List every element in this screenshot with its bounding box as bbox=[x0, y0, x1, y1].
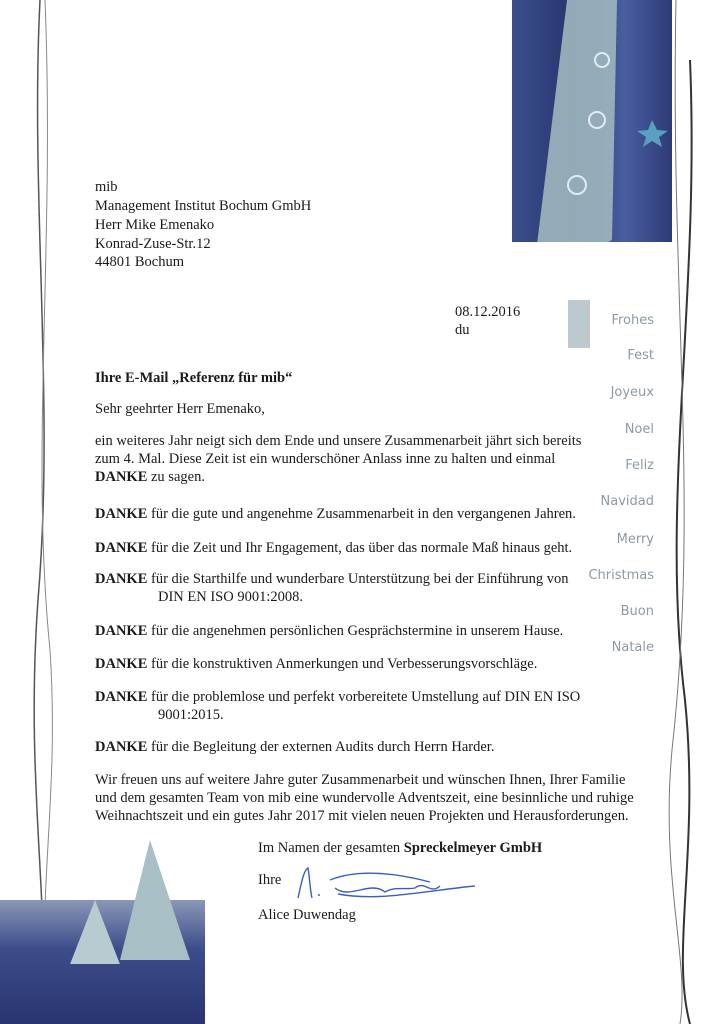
greeting-word: Navidad bbox=[600, 494, 654, 509]
letter-date: 08.12.2016 bbox=[455, 304, 521, 320]
signoff-line bbox=[258, 839, 542, 857]
thanks-text: für die Begleitung der externen Audits durch Herrn Harder. bbox=[147, 739, 495, 755]
thanks-text: für die Zeit und Ihr Engagement, das über das normale Maß hinaus geht. bbox=[147, 540, 573, 556]
ihre-label: Ihre bbox=[258, 872, 282, 888]
address-line: Herr Mike Emenako bbox=[95, 217, 215, 233]
christmas-trees-illustration bbox=[0, 840, 205, 964]
greeting-word: Feliz bbox=[625, 458, 654, 473]
subject-line: Ihre E-Mail „Referenz für mib“ bbox=[95, 370, 293, 386]
decorative-trees-bottom bbox=[0, 900, 205, 1024]
greeting-word: Buon bbox=[620, 604, 654, 619]
greeting-word: Noel bbox=[624, 422, 654, 437]
signoff-text: Im Namen der gesamten bbox=[258, 840, 404, 856]
danke-bold: DANKE bbox=[95, 656, 148, 672]
greeting-word: Christmas bbox=[588, 568, 654, 583]
address-line: mib bbox=[95, 179, 118, 195]
thanks-text: für die gute und angenehme Zusammenarbeit in den vergangenen Jahren. bbox=[147, 506, 576, 522]
closing-line: und dem gesamten Team von mib eine wundervolle Adventszeit, eine besinnliche und ruhige bbox=[95, 790, 634, 806]
salutation: Sehr geehrter Herr Emenako, bbox=[95, 401, 265, 417]
thanks-text: für die Starthilfe und wunderbare Unterstützung bei der Einführung von bbox=[147, 571, 569, 587]
danke-bold: DANKE bbox=[95, 623, 148, 639]
thanks-item bbox=[95, 688, 580, 706]
thanks-continuation: 9001:2015. bbox=[158, 707, 224, 723]
address-line: Konrad-Zuse-Str.12 bbox=[95, 236, 211, 252]
danke-bold: DANKE bbox=[95, 689, 148, 705]
thanks-item bbox=[95, 655, 537, 673]
thanks-item bbox=[95, 505, 576, 523]
company-name: Spreckelmeyer GmbH bbox=[403, 840, 543, 856]
greeting-word: Natale bbox=[611, 640, 654, 655]
greeting-word: Frohes bbox=[611, 313, 654, 328]
thanks-text: für die problemlose und perfekt vorbereitete Umstellung auf DIN EN ISO bbox=[147, 689, 581, 705]
thanks-item bbox=[95, 622, 563, 640]
greeting-word: Merry bbox=[616, 532, 654, 547]
signer-name: Alice Duwendag bbox=[258, 907, 356, 923]
danke-bold: DANKE bbox=[95, 506, 148, 522]
reference-code: du bbox=[455, 322, 470, 338]
thanks-item bbox=[95, 738, 494, 756]
thanks-item bbox=[95, 570, 569, 588]
greeting-word: Joyeux bbox=[610, 385, 654, 400]
closing-line: Wir freuen uns auf weitere Jahre guter Zusammenarbeit und wünschen Ihnen, Ihrer Familie bbox=[95, 772, 626, 788]
danke-bold: DANKE bbox=[95, 739, 148, 755]
danke-bold: DANKE bbox=[95, 571, 148, 587]
intro-text: zu sagen. bbox=[147, 469, 205, 485]
address-line: Management Institut Bochum GmbH bbox=[95, 198, 312, 214]
thanks-item bbox=[95, 539, 572, 557]
thanks-text: für die konstruktiven Anmerkungen und Verbesserungsvorschläge. bbox=[147, 656, 538, 672]
closing-line: Weihnachtszeit und ein gutes Jahr 2017 mit vielen neuen Projekten und Herausforderungen. bbox=[95, 808, 629, 824]
intro-line: ein weiteres Jahr neigt sich dem Ende und unsere Zusammenarbeit jährt sich bereits bbox=[95, 433, 582, 449]
thanks-continuation: DIN EN ISO 9001:2008. bbox=[158, 589, 303, 605]
danke-bold: DANKE bbox=[95, 540, 148, 556]
intro-line bbox=[95, 468, 205, 486]
greeting-word: Fest bbox=[627, 348, 654, 363]
address-line: 44801 Bochum bbox=[95, 254, 185, 270]
danke-bold: DANKE bbox=[95, 469, 148, 485]
thanks-text: für die angenehmen persönlichen Gesprächstermine in unserem Hause. bbox=[147, 623, 564, 639]
signature bbox=[290, 860, 480, 910]
intro-line: zum 4. Mal. Diese Zeit ist ein wunderschöner Anlass inne zu halten und einmal bbox=[95, 451, 556, 467]
